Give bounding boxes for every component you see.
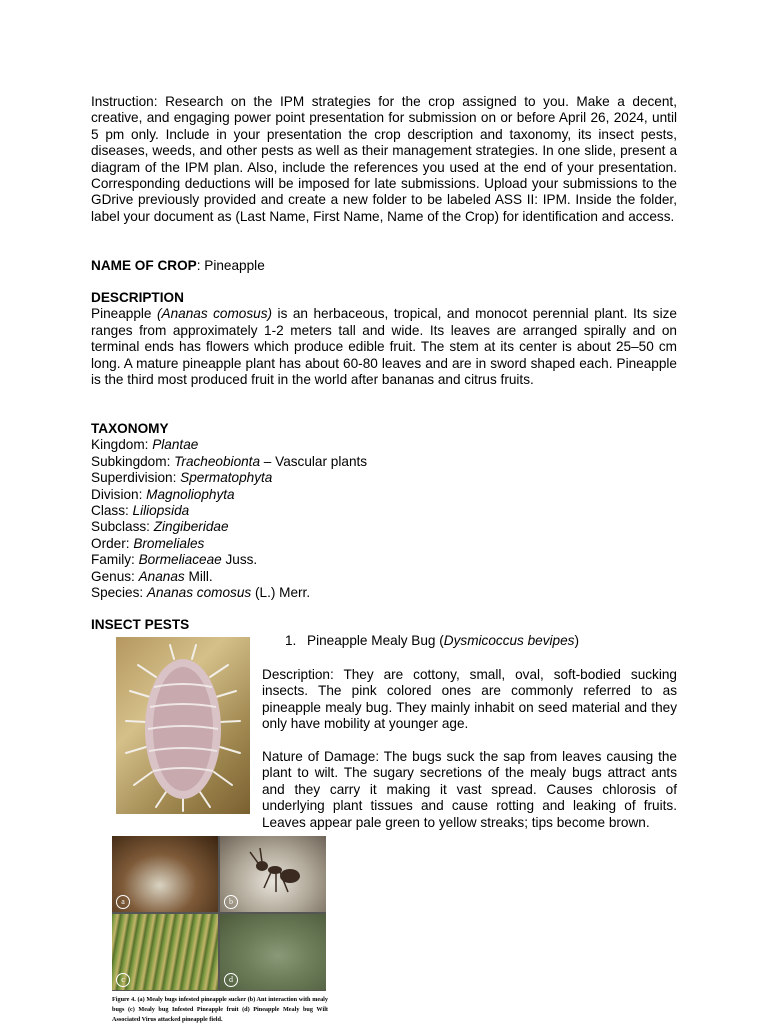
taxonomy-rank-label: Genus:: [91, 568, 139, 584]
crop-name-label: NAME OF CROP: [91, 258, 197, 273]
figure4-photo-a: [112, 836, 218, 912]
taxonomy-suffix: – Vascular plants: [260, 453, 368, 469]
figure4-photo-d: [220, 914, 326, 990]
taxonomy-rank-label: Subkingdom:: [91, 453, 175, 469]
description-section: [91, 290, 677, 388]
taxonomy-taxon-name: Ananas comosus: [146, 585, 252, 601]
mealybug-illustration: [116, 637, 250, 814]
mealybug-photo: [116, 637, 250, 814]
pest-description: Description: They are cottony, small, oval, soft-bodied sucking insects. The pink colored ones are commonly referred to as pineapple mealy bug. They mainly inhabit on seed material and they only have mobility at younger age.: [262, 667, 677, 732]
pest-name: Pineapple Mealy Bug (: [307, 633, 444, 648]
taxonomy-heading: TAXONOMY: [91, 421, 169, 436]
taxonomy-taxon-name: Liliopsida: [132, 503, 190, 519]
taxonomy-row: [91, 552, 677, 568]
pest-title: [285, 633, 677, 649]
taxonomy-suffix: (L.) Merr.: [251, 585, 311, 601]
taxonomy-suffix: Juss.: [221, 552, 258, 568]
figure4-label-b: b: [224, 895, 238, 909]
taxonomy-taxon-name: Ananas: [138, 568, 185, 584]
taxonomy-row: [91, 585, 677, 601]
description-paragraph: [91, 306, 677, 388]
taxonomy-row: [91, 536, 677, 552]
figure4-caption: Figure 4. (a) Mealy bugs infested pineapple sucker (b) Ant interaction with mealy bugs (c) Mealy bug Infested Pineapple fruit (d) Pineapple Mealy bug Wilt Associated Virus attacked pineapple field.: [112, 996, 328, 1023]
taxonomy-rank-label: Subclass:: [91, 519, 154, 535]
taxonomy-taxon-name: Plantae: [152, 437, 199, 453]
pest-number: 1.: [285, 633, 297, 648]
figure4-photo-grid: [112, 836, 326, 991]
figure4-label-a: a: [116, 895, 130, 909]
taxonomy-taxon-name: Bormeliaceae: [138, 552, 222, 568]
taxonomy-rank-label: Class:: [91, 503, 133, 519]
taxonomy-rank-label: Species:: [91, 585, 147, 601]
taxonomy-taxon-name: Spermatophyta: [180, 470, 273, 486]
description-lead: Pineapple: [91, 306, 157, 322]
pest-scientific-name: Dysmicoccus bevipes: [443, 633, 575, 648]
taxonomy-rank-label: Superdivision:: [91, 470, 181, 486]
taxonomy-row: [91, 503, 677, 519]
taxonomy-list: [91, 437, 677, 601]
taxonomy-taxon-name: Bromeliales: [133, 535, 205, 551]
taxonomy-taxon-name: Magnoliophyta: [146, 486, 235, 502]
taxonomy-rank-label: Order:: [91, 535, 134, 551]
figure4-label-c: c: [116, 973, 130, 987]
taxonomy-section: [91, 421, 677, 601]
taxonomy-row: [91, 437, 677, 453]
taxonomy-row: [91, 569, 677, 585]
taxonomy-row: [91, 454, 677, 470]
description-heading: DESCRIPTION: [91, 290, 184, 305]
description-scientific-name: (Ananas comosus): [156, 306, 273, 322]
taxonomy-rank-label: Family:: [91, 552, 139, 568]
pest-damage: Nature of Damage: The bugs suck the sap from leaves causing the plant to wilt. The sugary secretions of the mealy bugs attract ants and they carry it making it vast spread. Causes chlorosis of underlying plant tissues and cause rotting and leaking of fruits. Leaves appear pale green to yellow streaks; tips become brown.: [262, 749, 677, 830]
taxonomy-row: [91, 470, 677, 486]
instruction-paragraph: Instruction: Research on the IPM strategies for the crop assigned to you. Make a decent, creative, and engaging power point presentation for submission on or before April 26, 2024, until 5 pm only. Include in your presentation the crop description and taxonomy, its insect pests, diseases, weeds, and other pests as well as their management strategies. In one slide, present a diagram of the IPM plan. Also, include the references you used at the end of your presentation. Corresponding deductions will be imposed for late submissions. Upload your submissions to the GDrive previously provided and create a new folder to be labeled ASS II: IPM. Inside the folder, label your document as (Last Name, First Name, Name of the Crop) for identification and access.: [91, 94, 677, 224]
taxonomy-rank-label: Kingdom:: [91, 437, 153, 453]
taxonomy-rank-label: Division:: [91, 486, 147, 502]
description-body: is an herbaceous, tropical, and monocot perennial plant. Its size ranges from approximately 1-2 meters tall and wide. Its leaves are arranged spirally and on terminal ends has flowers which produce edible fruit. The stem at its center is about 25–50 cm long. A mature pineapple plant has about 60-80 leaves and are in sword shaped each. Pineapple is the third most produced fruit in the world after bananas and citrus fruits.: [91, 306, 677, 388]
insect-pests-heading: INSECT PESTS: [91, 617, 190, 632]
taxonomy-row: [91, 519, 677, 535]
taxonomy-suffix: Mill.: [184, 568, 213, 584]
crop-name-value: : Pineapple: [196, 258, 265, 273]
figure4-photo-b: [220, 836, 326, 912]
crop-name-line: [91, 258, 677, 274]
figure4-label-d: d: [224, 973, 238, 987]
taxonomy-taxon-name: Tracheobionta: [174, 453, 261, 469]
taxonomy-taxon-name: Zingiberidae: [153, 519, 229, 535]
taxonomy-row: [91, 487, 677, 503]
pest-name-close: ): [574, 633, 580, 648]
figure4-photo-c: [112, 914, 218, 990]
